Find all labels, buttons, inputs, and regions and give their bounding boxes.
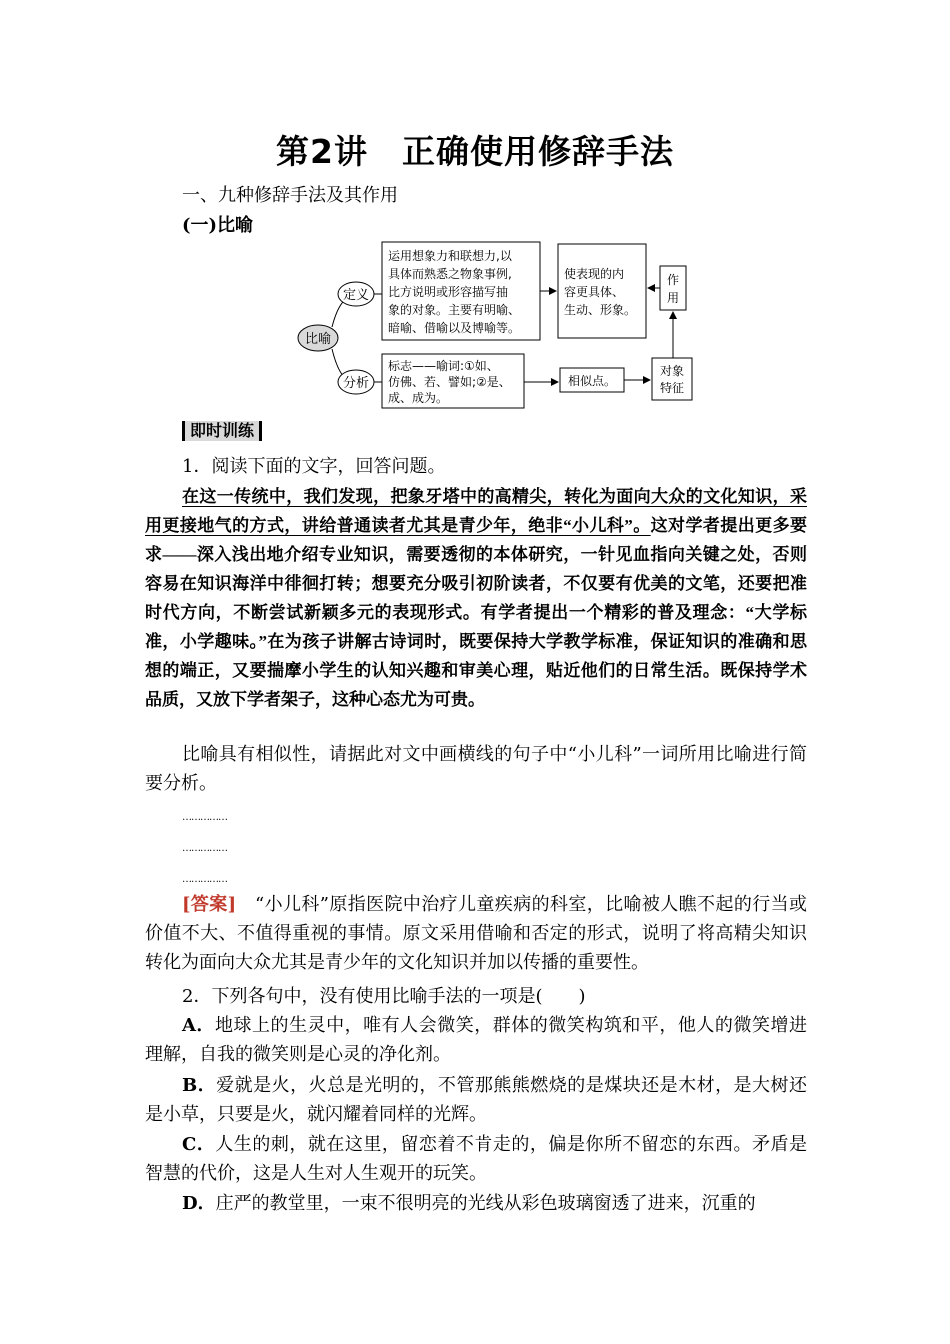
effect-line: 使表现的内 bbox=[564, 267, 625, 281]
metaphor-diagram bbox=[296, 236, 696, 412]
definition-line: 具体而熟悉之物象事例, bbox=[388, 267, 512, 281]
option-text: 爱就是火，火总是光明的，不管那熊熊燃烧的是煤块还是木材，是大树还是小草，只要是火，就闪耀着同样的光辉。 bbox=[145, 1075, 807, 1125]
similarity-label: 相似点。 bbox=[567, 374, 617, 388]
definition-line: 运用想象力和联想力,以 bbox=[388, 249, 512, 263]
definition-line: 暗喻、借喻以及博喻等。 bbox=[388, 321, 521, 335]
q2-option-d bbox=[145, 1189, 807, 1218]
definition-label: 定义 bbox=[342, 288, 370, 303]
function-char: 用 bbox=[666, 291, 680, 305]
object-feature-line: 特征 bbox=[659, 381, 685, 395]
answer-line: …………… bbox=[182, 843, 227, 854]
analysis-label: 分析 bbox=[342, 376, 370, 391]
definition-line: 象的对象。主要有明喻、 bbox=[388, 303, 521, 317]
option-text: 地球上的生灵中，唯有人会微笑，群体的微笑构筑和平，他人的微笑增进理解，自我的微笑则是心灵的净化剂。 bbox=[145, 1015, 807, 1065]
answer-tag: [答案] bbox=[182, 894, 237, 915]
root-label: 比喻 bbox=[304, 332, 332, 347]
answer-line: …………… bbox=[182, 874, 227, 885]
function-char: 作 bbox=[666, 273, 680, 287]
effect-line: 生动、形象。 bbox=[564, 303, 637, 317]
q1-passage bbox=[145, 482, 807, 714]
q2-prompt: 2．下列各句中，没有使用比喻手法的一项是( ) bbox=[182, 986, 586, 1007]
passage-rest: 这对学者提出更多要求——深入浅出地介绍专业知识，需要透彻的本体研究，一针见血指向关键之处，否则容易在知识海洋中徘徊打转；想要充分吸引初阶读者，不仅要有优美的文笔，还要把准时代方向，不断尝试新颖多元的表现形式。有学者提出一个精彩的普及理念：“大学标准，小学趣味。”在为孩子讲解古诗词时，既要保持大学教学标准，保证知识的准确和思想的端正，又要揣摩小学生的认知兴趣和审美心理，贴近他们的日常生活。既保持学术品质，又放下学者架子，这种心态尤为可贵。 bbox=[145, 516, 808, 709]
q1-question: 比喻具有相似性，请据此对文中画横线的句子中“小儿科”一词所用比喻进行简要分析。 bbox=[145, 744, 807, 794]
analysis-line: 成、成为。 bbox=[388, 391, 449, 405]
option-text: 人生的刺，就在这里，留恋着不肯走的，偏是你所不留恋的东西。矛盾是智慧的代价，这是人生对人生观开的玩笑。 bbox=[145, 1134, 808, 1184]
option-text: 庄严的教堂里，一束不很明亮的光线从彩色玻璃窗透了进来，沉重的 bbox=[215, 1193, 756, 1214]
q2-option-b bbox=[145, 1071, 807, 1129]
practice-badge: 即时训练 bbox=[182, 421, 262, 441]
section-heading: 一、九种修辞手法及其作用 bbox=[182, 185, 398, 206]
subsection-heading: (一)比喻 bbox=[182, 215, 254, 236]
effect-line: 容更具体、 bbox=[564, 285, 625, 299]
q1-answer bbox=[145, 890, 807, 977]
option-label: C． bbox=[182, 1134, 216, 1155]
analysis-line: 标志——喻词:①如、 bbox=[388, 359, 499, 373]
definition-line: 比方说明或形容描写抽 bbox=[388, 285, 509, 299]
underlined-sentence: 在这一传统中，我们发现，把象牙塔中的高精尖，转化为面向大众的文化知识，采用更接地气的方式，讲给普通读者尤其是青少年，绝非“小儿科”。 bbox=[145, 487, 807, 535]
answer-text: “小儿科”原指医院中治疗儿童疾病的科室，比喻被人瞧不起的行当或价值不大、不值得重视的事情。原文采用借喻和否定的形式，说明了将高精尖知识转化为面向大众尤其是青少年的文化知识并加以传播的重要性。 bbox=[145, 894, 807, 973]
page-title: 第2讲 正确使用修辞手法 bbox=[276, 132, 674, 171]
analysis-line: 仿佛、若、譬如;②是、 bbox=[388, 375, 511, 389]
answer-line: …………… bbox=[182, 812, 227, 823]
q2-option-a bbox=[145, 1011, 807, 1069]
object-feature-line: 对象 bbox=[659, 364, 685, 378]
option-label: D． bbox=[182, 1193, 216, 1214]
option-label: A． bbox=[182, 1015, 215, 1036]
q1-prompt: 1．阅读下面的文字，回答问题。 bbox=[182, 456, 446, 477]
option-label: B． bbox=[182, 1075, 217, 1096]
q2-option-c bbox=[145, 1130, 807, 1188]
